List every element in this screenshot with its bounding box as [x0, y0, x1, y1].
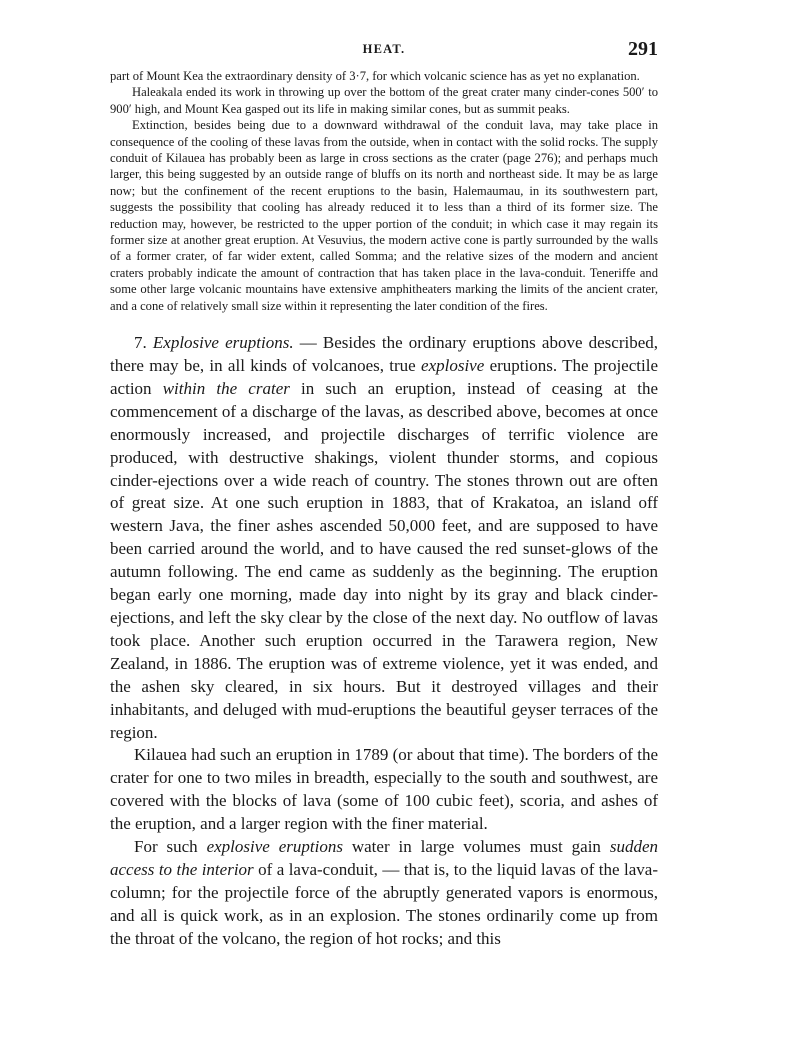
paragraph-explosive-eruptions	[110, 332, 658, 744]
small-print-section	[110, 68, 658, 314]
text-span: Besides the ordinary eruptions above described, there may be, in all kinds of volcanoes, true	[110, 333, 659, 375]
paragraph-mount-kea: part of Mount Kea the extraordinary density of 3·7, for which volcanic science has as yet no explanation.	[110, 69, 640, 83]
text-span: of a lava-conduit, — that is, to the liquid lavas of the lava-column; for the projectile force of the abruptly generated vapors is enormous, and all is quick work, as in an explosion. The stones ordinarily come up from the throat of the volcano, the region of hot rocks; and this	[110, 859, 658, 948]
text-span: water in large volumes must gain	[342, 837, 610, 857]
emphasis-text: explosive eruptions	[206, 837, 343, 857]
paragraph-water-access	[110, 836, 658, 951]
main-text-section	[110, 332, 658, 950]
paragraph-extinction: Extinction, besides being due to a downward withdrawal of the conduit lava, may take place in consequence of the cooling of these lavas from the outside, when in contact with the solid rocks. The supply conduit of Kilauea has probably been as large in cross sections as the crater (page 276); and perhaps much larger, this being suggested by an outside range of bluffs on its north and northeast side. It may be as large now; but the confinement of the recent eruptions to the basin, Halemaumau, in its southwestern part, suggests the possibility that cooling has already reduced it to less than a third of its former size. The reduction may, however, be restricted to the upper portion of the conduit; in which case it may regain its former size at another great eruption. At Vesuvius, the modern active cone is partly surrounded by the walls of a former crater, of far wider extent, called Somma; and the relative sizes of the modern and ancient craters probably indicate the amount of contraction that has taken place in the lava-conduit. Teneriffe and some other large volcanic mountains have extensive amphitheaters marking the limits of the ancient crater, and a cone of relatively small size within it representing the later condition of the fires.	[110, 118, 658, 313]
emphasis-text: sudden access to the interior	[110, 837, 658, 879]
text-span: in such an eruption, instead of ceasing at the commencement of a discharge of the lavas, as described above, becomes at once enormously increased, and projectile discharges of terrific violence are produced, with destructive shakings, violent thunder storms, and copious cinder-ejections over a wide reach of country. The stones thrown out are often of great size. At one such eruption in 1883, that of Krakatoa, an island off western Java, the finer ashes ascended 50,000 feet, and are supposed to have been carried around the world, and to have caused the red sunset-glows of the autumn following. The end came as suddenly as the beginning. The eruption began early one morning, made day into night by its gray and black cinder-ejections, and left the sky clear by the close of the next day. No outflow of lavas took place. Another such eruption occurred in the Tarawera region, New Zealand, in 1886. The eruption was of extreme violence, yet it was ended, and the ashen sky cleared, in six hours. But it destroyed villages and their inhabitants, and deluged with mud-eruptions the beautiful geyser terraces of the region.	[110, 378, 658, 742]
book-page	[110, 38, 658, 951]
heading-dash: —	[293, 333, 323, 353]
emphasis-text: within the crater	[162, 378, 290, 398]
text-span: eruptions. The projectile action	[110, 356, 658, 398]
paragraph-kilauea-eruption: Kilauea had such an eruption in 1789 (or about that time). The borders of the crater for one to two miles in breadth, especially to the south and southwest, are covered with the blocks of lava (some of 100 cubic feet), scoria, and ashes of the eruption, and a larger region with the finer material.	[110, 745, 658, 834]
section-heading: Explosive eruptions.	[152, 333, 294, 353]
running-head	[110, 38, 658, 60]
page-number: 291	[628, 38, 658, 60]
paragraph-haleakala: Haleakala ended its work in throwing up over the bottom of the great crater many cinder-cones 500′ to 900′ high, and Mount Kea gasped out its life in making similar cones, but as summit peaks.	[110, 85, 658, 116]
section-number: 7.	[134, 333, 147, 353]
emphasis-text: explosive	[421, 356, 485, 375]
running-title: HEAT.	[362, 42, 406, 56]
text-span: For such	[134, 837, 207, 857]
